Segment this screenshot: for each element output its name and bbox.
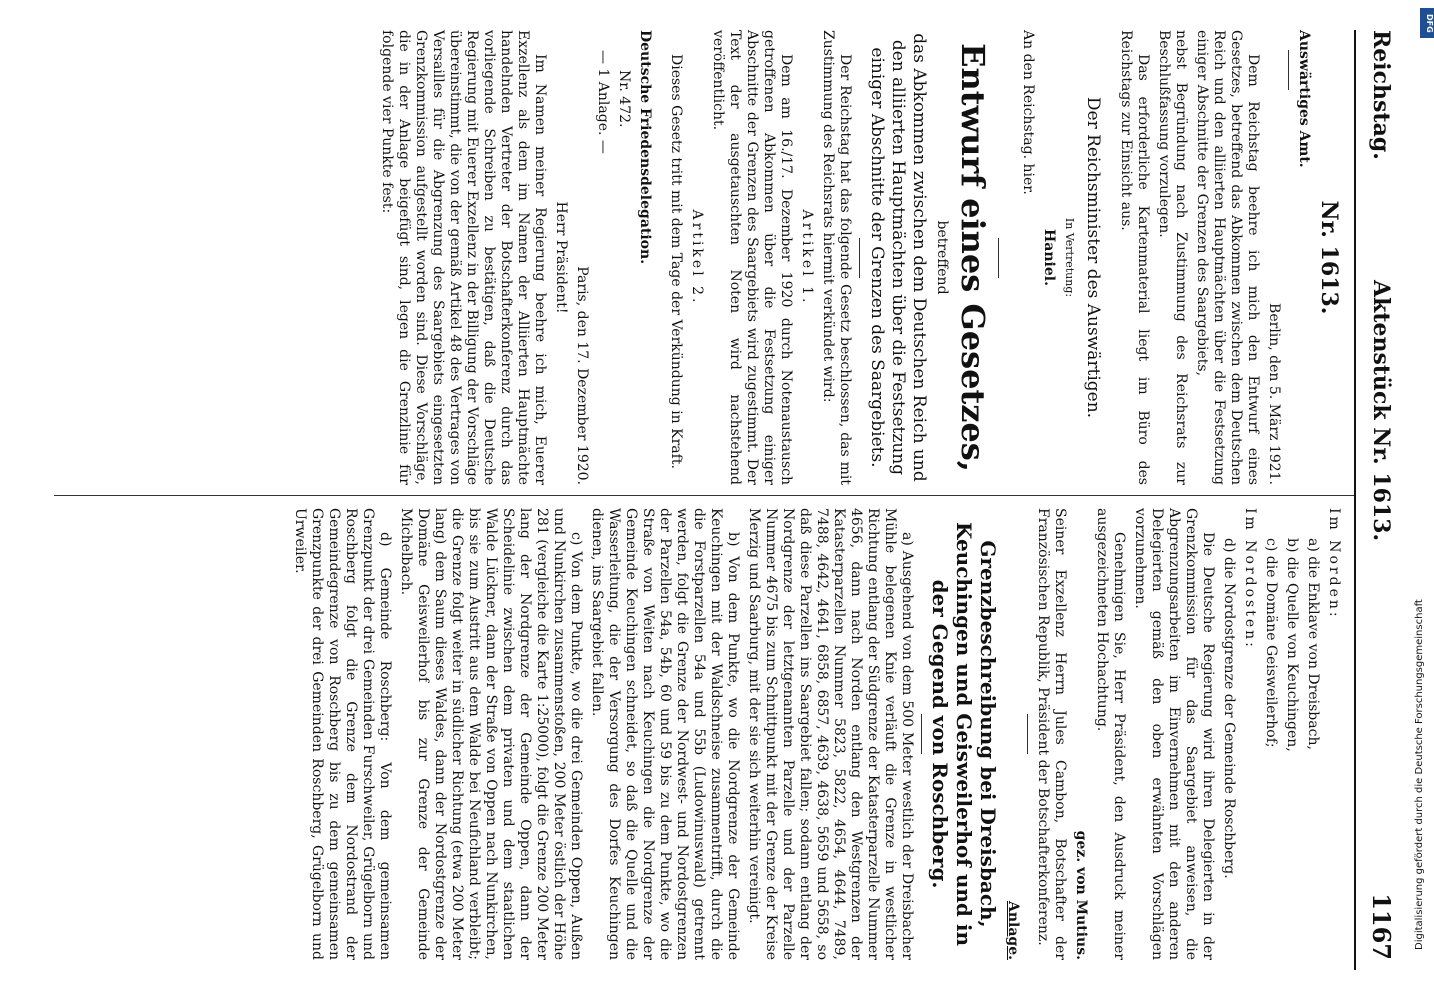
letter-body: Im Namen meiner Regierung beehre ich mich, Euerer Exzellenz als dem im Namen der Alliierten Hauptmächte handelnden Vertreter der Botschafterkonferenz durch das vorliegende Schreiben zu bestätigen, daß die Deutsche Regierung mit Euerer Exzellenz in der Billigung der Vorschläge übereinstimmt, die von der gemäß Artikel 48 des Vertrages von Versailles für die Abgrenzung des Saargebiets eingesetzten Grenzkommission aufgestellt worden sind. Diese Vorschläge, die in der Anlage beigefügt sind, legen die Grenzlinie für folgende vier Punkte fest:	[379, 30, 548, 485]
divider	[998, 238, 999, 278]
list-item: a) die Enklave von Dreisbach,	[1305, 538, 1321, 750]
list-item: b) die Quelle von Keuchingen,	[1284, 538, 1300, 752]
letter-paragraph: Das erforderliche Kartenmaterial liegt im Büro des Reichstags zur Einsicht aus.	[1118, 30, 1151, 485]
signature: gez. von Mutius.	[1073, 830, 1089, 960]
boundary-item-a: a) Ausgehend von dem 500 Meter westlich der Dreisbacher Mühle belegenen Knie verläuft die Grenze in westlicher Richtung entlang der Südgrenze der Katasterparzelle Nummer 4656, dann nach Norden entlang den Westgrenzen der Katasterparzellen Nummer 5823, 5822, 4654, 4644, 7489, 7488, 4642, 4641, 6858, 6857, 4639, 4638, 5659 und 5658, so daß diese Parzellen ins Saargebiet fallen; sodann entlang der Nordgrenze der letztgenannten Parzelle und der Parzelle Nummer 4675 bis zum Schnittpunkt mit der Grenze der Kreise Merzig und Saarburg, mit der sie sich weiterhin vereinigt.	[746, 508, 915, 960]
im-norden-heading: Im Norden:	[1326, 508, 1342, 620]
document-page	[30, 30, 1400, 970]
header-center: Aktenstück Nr. 1613.	[1368, 280, 1394, 542]
article-1-text: Dem am 16./17. Dezember 1920 durch Notenaustausch getroffenen Abkommen über die Festsetzung einiger Abschnitte der Grenzen des Saargebiets wird zugestimmt. Der Text der ausgetauschten Noten wird nachstehend veröffentlicht.	[710, 30, 794, 485]
article-1-title: Artikel 1.	[799, 209, 815, 306]
divider	[1288, 50, 1289, 90]
address-line: An den Reichstag. hier.	[1020, 30, 1036, 195]
bill-subtitle: das Abkommen zwischen dem Deutschen Reich und den alliierten Hauptmächten über die Festsetzung einiger Abschnitte der Grenzen des Saargebiets.	[867, 33, 929, 482]
left-column	[374, 30, 1342, 485]
signer-name: Haniel.	[1041, 229, 1057, 286]
anlage-label: Anlage.	[1005, 900, 1021, 960]
minister-title: Der Reichsminister des Auswärtigen.	[1083, 96, 1103, 419]
preamble: Der Reichstag hat das folgende Gesetz beschlossen, das mit Zustimmung des Reichsrats hiermit verkündet wird:	[820, 30, 853, 485]
closing-paragraph: Genehmigen Sie, Herr Präsident, den Ausdruck meiner ausgezeichneten Hochachtung.	[1094, 508, 1127, 960]
list-item: c) die Domäne Geisweilerhof;	[1263, 538, 1279, 748]
recipient-address: Seiner Exzellenz Herrn Jules Cambon, Botschafter der Französischen Republik, Präsident der Botschafterkonferenz.	[1035, 508, 1068, 960]
letter-paragraph: nebst Begründung nach Zustimmung des Reichsrats zur Beschlußfassung vorzulegen.	[1156, 30, 1189, 485]
header-left: Reichstag.	[1368, 30, 1394, 160]
delegation-name: Deutsche Friedensdelegation.	[637, 30, 653, 265]
divider	[859, 238, 860, 278]
delegation-number: Nr. 472.	[616, 70, 632, 128]
dfg-logo: DFG	[1420, 8, 1434, 38]
article-2-text: Dieses Gesetz tritt mit dem Tage der Verkündung in Kraft.	[668, 54, 684, 469]
page-header	[1354, 30, 1400, 970]
article-2-title: Artikel 2.	[689, 209, 705, 306]
document-number: Nr. 1613.	[1316, 200, 1342, 315]
bill-title: Entwurf eines Gesetzes,	[954, 43, 992, 472]
regierung-paragraph: Die Deutsche Regierung wird ihren Delegierten in der Grenzkommission für das Saargebiet anweisen, die Abgrenzungsarbeiten im Einvernehmen mit den anderen Delegierten gemäß den oben erwähnten Vorschlägen vorzunehmen.	[1132, 508, 1216, 960]
im-nordosten-heading: Im Nordosten:	[1242, 508, 1258, 650]
column-divider	[54, 495, 1354, 496]
divider	[1027, 714, 1028, 754]
vertretung-label: In Vertretung:	[1063, 217, 1076, 298]
attachment-count: — 1 Anlage. —	[595, 50, 611, 154]
divider	[921, 714, 922, 754]
boundary-item-d: d) Gemeinde Roschberg: Von dem gemeinsamen Grenzpunkt der drei Gemeinden Furschweiler, Grügelborn und Roschberg folgt die Grenze dem Nordostrand der Gemeindegrenze von Roschberg bis zu dem gemeinsamen Grenzpunkte der drei Gemeinden Roschberg, Grügelborn und Urweiler.	[292, 508, 393, 960]
letter-paragraph: Dem Reichstag beehre ich mich den Entwurf eines Gesetzes, betreffend das Abkommen zwischen dem Deutschen Reich und den alliierten Hauptmächten über die Festsetzung einiger Abschnitte der Grenzen des Saargebiets,	[1194, 30, 1261, 485]
office-name: Auswärtiges Amt.	[1296, 30, 1312, 168]
boundary-item-c: c) Von dem Punkte, wo die drei Gemeinden Oppen, Außen und Nunkirchen zusammenstoßen, 200 Meter östlich der Höhe 281 (vergleiche die Karte 1:25000), folgt die Grenze 200 Meter lang der Nordgrenze der Gemeinde Oppen, dann der Scheidelinie zwischen dem privaten und dem staatlichen Walde Lückner, dann der Straße von Oppen nach Nunkirchen, bis sie zum Austritt aus dem Walde bei Neufichland verbleibt; die Grenze folgt weiter in südlicher Richtung (etwa 200 Meter lang) dem Saum dieses Waldes, dann der Nordostgrenze der Domäne Geisweilerhof bis zur Grenze der Gemeinde Michelbach.	[398, 508, 584, 960]
salutation: Herr Präsident!	[553, 201, 569, 314]
paris-date: Paris, den 17. Dezember 1920.	[574, 266, 590, 485]
digitization-note: Digitalisierung gefördert durch die Deutsche Forschungsgemeinschaft	[1414, 599, 1425, 950]
right-column	[287, 508, 1342, 960]
page-number: 1167	[1367, 893, 1396, 960]
boundary-description-title: Grenzbeschreibung bei Dreisbach, Keuchingen und Geisweilerhof und in der Gegend von Roschberg.	[928, 522, 1000, 946]
list-item: d) die Nordostgrenze der Gemeinde Roschberg.	[1221, 538, 1237, 879]
betreffend-label: betreffend	[934, 220, 950, 295]
place-date: Berlin, den 5. März 1921.	[1266, 303, 1282, 485]
boundary-item-b: b) Von dem Punkte, wo die Nordgrenze der Gemeinde Keuchingen mit der Waldschneise zusammentrifft, durch die die Forstparzellen 54a und 55b (Ludowinuswald) getrennt werden, folgt die Grenze der Nordwest- und Nordostgrenzen der Parzellen 54a, 54b, 60 und 59 bis zu dem Punkte, wo die Straße von Weiten nach Keuchingen die Nordgrenze der Gemeinde Keuchingen schneidet, so daß die Quelle und die Wasserleitung, die der Versorgung des Dorfes Keuchingen dienen, ins Saargebiet fallen.	[589, 508, 741, 960]
